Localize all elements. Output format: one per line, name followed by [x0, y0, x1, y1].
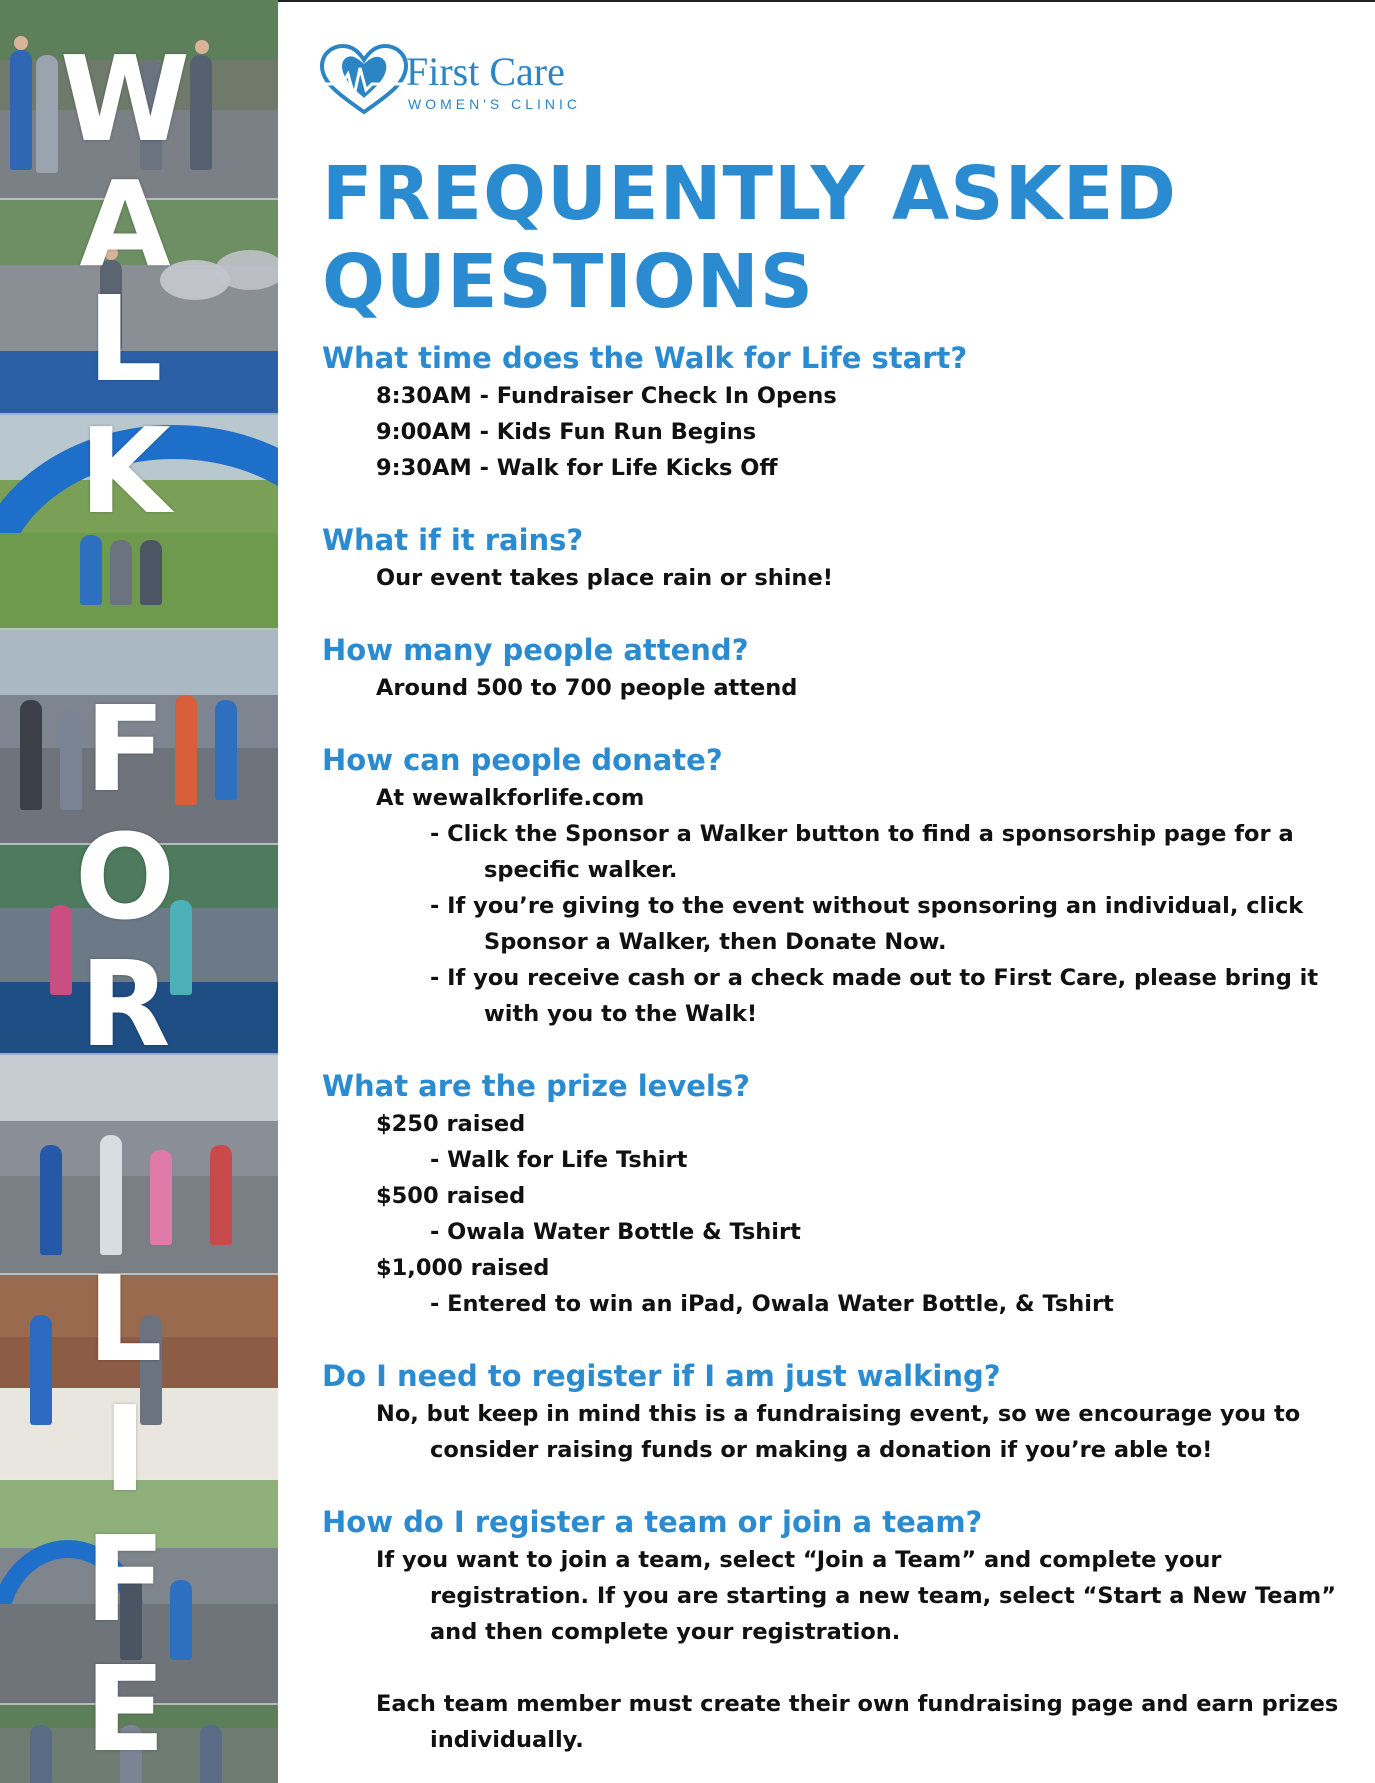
strip-letter: R [79, 935, 171, 1073]
faq-answer-line: Each team member must create their own fundraising page and earn prizes individually. [376, 1691, 1339, 1753]
faq-item-register-walking [322, 1356, 1342, 1468]
strip-letter: F [84, 680, 166, 818]
faq-item-donate [322, 740, 1342, 1032]
faq-bullet: - If you receive cash or a check made out to First Care, please bring it with you to the Walk! [430, 965, 1319, 1027]
faq-answer-line: Around 500 to 700 people attend [376, 675, 798, 701]
strip-letter: L [87, 270, 163, 408]
strip-letter: I [103, 1380, 147, 1518]
faq-item-team [322, 1502, 1342, 1758]
photo-strip [0, 0, 278, 1783]
page-title [322, 150, 1342, 326]
strip-letter: E [84, 1640, 166, 1778]
faq-question: What time does the Walk for Life start? [322, 341, 968, 375]
faq-answer-line: 8:30AM - Fundraiser Check In Opens [376, 383, 837, 409]
strip-letter: K [79, 402, 171, 540]
faq-question: How do I register a team or join a team? [322, 1505, 983, 1539]
prize-level: $1,000 raised [376, 1255, 550, 1281]
strip-letter: L [87, 1250, 163, 1388]
logo-subtitle: WOMEN'S CLINIC [408, 96, 582, 112]
faq-item-rain [322, 520, 1342, 596]
prize-level: $500 raised [376, 1183, 526, 1209]
strip-letter: W [59, 30, 191, 168]
title-line-1: FREQUENTLY ASKED [322, 151, 1177, 237]
faq-question: How can people donate? [322, 743, 723, 777]
faq-bullet: - If you’re giving to the event without sponsoring an individual, click Sponsor a Walker, then Donate Now. [430, 893, 1304, 955]
strip-letter: O [74, 808, 176, 946]
title-line-2: QUESTIONS [322, 239, 814, 325]
faq-question: How many people attend? [322, 633, 749, 667]
logo-brand-name: First Care [406, 49, 565, 94]
faq-answer-line: No, but keep in mind this is a fundraising event, so we encourage you to consider raising funds or making a donation if you’re able to! [376, 1401, 1301, 1463]
faq-item-prize-levels [322, 1066, 1342, 1322]
faq-list [322, 338, 1342, 1758]
faq-answer-line: At wewalkforlife.com [376, 785, 645, 811]
faq-answer-line: 9:30AM - Walk for Life Kicks Off [376, 455, 778, 481]
faq-question: Do I need to register if I am just walking? [322, 1359, 1001, 1393]
faq-answer-line: Our event takes place rain or shine! [376, 565, 833, 591]
faq-item-attendance [322, 630, 1342, 706]
prize-reward: - Entered to win an iPad, Owala Water Bottle, & Tshirt [430, 1291, 1114, 1317]
faq-answer-line: 9:00AM - Kids Fun Run Begins [376, 419, 757, 445]
prize-reward: - Walk for Life Tshirt [430, 1147, 688, 1173]
strip-letter: A [79, 155, 171, 293]
first-care-logo [318, 44, 598, 116]
strip-letter: F [84, 1510, 166, 1648]
prize-reward: - Owala Water Bottle & Tshirt [430, 1219, 801, 1245]
faq-question: What if it rains? [322, 523, 584, 557]
faq-bullet: - Click the Sponsor a Walker button to find a sponsorship page for a specific walker. [430, 821, 1294, 883]
prize-level: $250 raised [376, 1111, 526, 1137]
walk-for-life-vertical-text [0, 0, 278, 1783]
faq-question: What are the prize levels? [322, 1069, 750, 1103]
heart-heartbeat-icon [318, 44, 410, 116]
faq-item-start-time [322, 338, 1342, 486]
faq-answer-line: If you want to join a team, select “Join a Team” and complete your registration. If you are starting a new team, select “Start a New Team” and then complete your registration. [376, 1547, 1336, 1645]
